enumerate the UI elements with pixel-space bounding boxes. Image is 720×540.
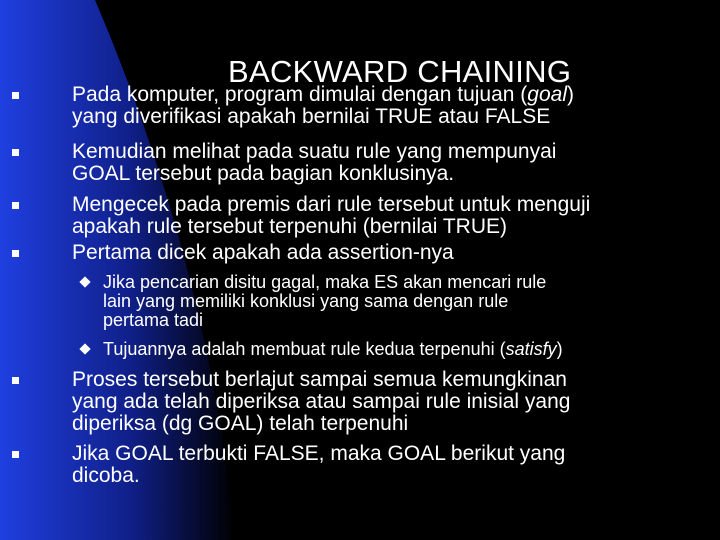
bullet-6-line-1: Jika GOAL terbukti FALSE, maka GOAL berikut yang <box>72 442 566 465</box>
bullet-5-line-3: diperiksa (dg GOAL) telah terpenuhi <box>72 412 409 435</box>
square-bullet-icon <box>12 202 19 209</box>
square-bullet-icon <box>12 377 19 384</box>
sub-bullet-1-line-3: pertama tadi <box>103 310 204 330</box>
sub-bullet-2 <box>103 340 703 359</box>
bullet-5-line-1: Proses tersebut berlajut sampai semua kemungkinan <box>72 368 567 391</box>
sub-bullet-2-italic: satisfy <box>505 339 557 359</box>
bullet-4-line-1: Pertama dicek apakah ada assertion-nya <box>72 241 454 264</box>
bullet-6 <box>72 443 712 487</box>
bullet-5-line-2: yang ada telah diperiksa atau sampai rule inisial yang <box>72 390 571 413</box>
bullet-5 <box>72 369 712 435</box>
sub-bullet-2-text-b: ) <box>556 339 563 359</box>
bullet-2-line-2: GOAL tersebut pada bagian konklusinya. <box>72 162 455 185</box>
bullet-6-line-2: dicoba. <box>72 464 140 487</box>
sub-bullet-1-line-2: lain yang memiliki konklusi yang sama dengan rule <box>103 291 509 311</box>
sub-bullet-1-line-1: Jika pencarian disitu gagal, maka ES akan mencari rule <box>103 272 547 292</box>
square-bullet-icon <box>12 451 19 458</box>
bullet-2 <box>72 141 712 185</box>
bullet-4 <box>72 242 712 264</box>
bullet-3 <box>72 194 712 238</box>
bullet-1 <box>72 84 712 128</box>
square-bullet-icon <box>12 149 19 156</box>
bullet-1-line-2: yang diverifikasi apakah bernilai TRUE atau FALSE <box>72 105 551 128</box>
bullet-1-italic: goal <box>527 83 567 106</box>
square-bullet-icon <box>12 250 19 257</box>
slide-title: BACKWARD CHAINING <box>228 54 572 89</box>
bullet-1-text-a: Pada komputer, program dimulai dengan tujuan ( <box>72 83 528 106</box>
square-bullet-icon <box>12 92 19 99</box>
sub-bullet-2-text-a: Tujuannya adalah membuat rule kedua terpenuhi ( <box>103 339 506 359</box>
bullet-3-line-1: Mengecek pada premis dari rule tersebut untuk menguji <box>72 193 591 216</box>
bullet-1-text-b: ) <box>566 83 574 106</box>
bullet-3-line-2: apakah rule tersebut terpenuhi (bernilai TRUE) <box>72 215 508 238</box>
bullet-2-line-1: Kemudian melihat pada suatu rule yang mempunyai <box>72 140 557 163</box>
sub-bullet-1 <box>103 273 703 330</box>
